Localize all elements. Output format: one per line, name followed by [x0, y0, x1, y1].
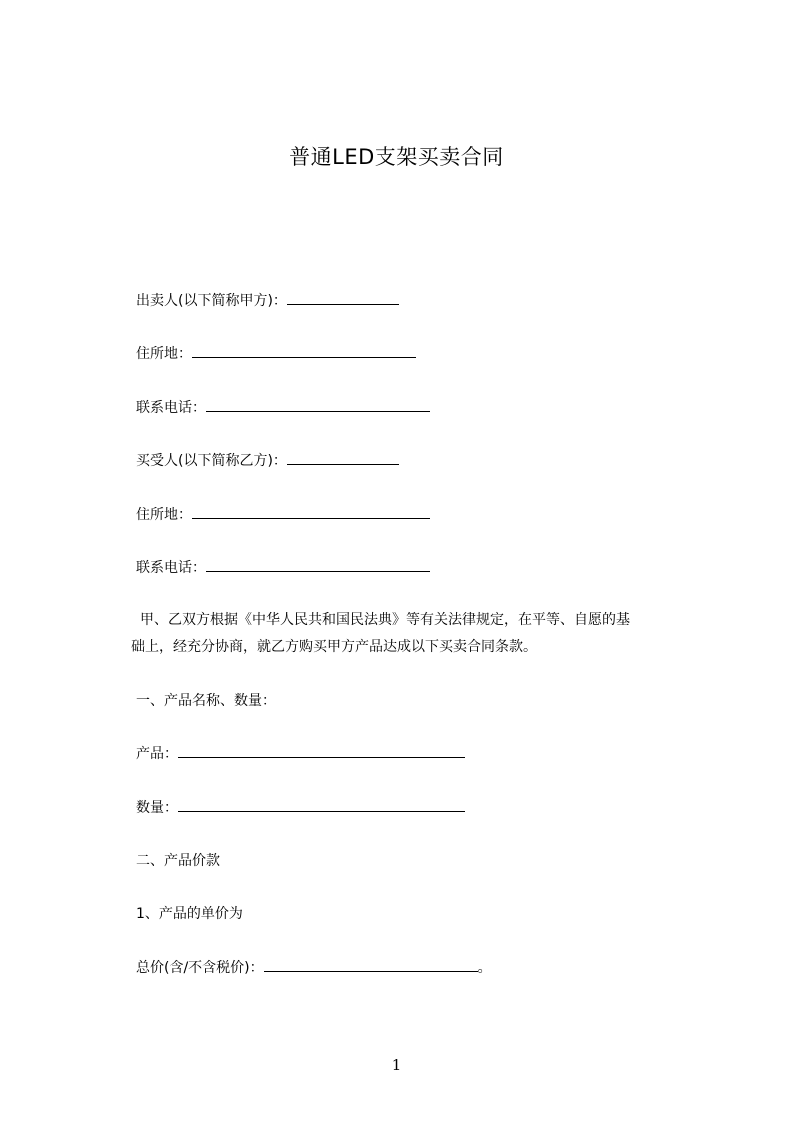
product-blank[interactable] — [178, 744, 465, 758]
seller-name-line — [136, 290, 399, 312]
document-title: 普通LED支架买卖合同 — [289, 145, 504, 169]
buyer-name-label: 买受人(以下简称乙方)： — [136, 453, 287, 469]
buyer-name-line — [136, 450, 399, 472]
seller-name-label: 出卖人(以下简称甲方)： — [136, 293, 287, 309]
buyer-address-label: 住所地： — [136, 507, 192, 523]
section-1-heading: 一、产品名称、数量： — [136, 693, 276, 709]
quantity-blank[interactable] — [178, 798, 465, 812]
quantity-line — [136, 797, 465, 819]
seller-phone-line — [136, 397, 430, 419]
total-price-blank[interactable] — [264, 958, 478, 972]
total-price-suffix: 。 — [477, 960, 492, 976]
seller-name-blank[interactable] — [287, 291, 399, 305]
seller-phone-blank[interactable] — [206, 398, 430, 412]
section-2-heading: 二、产品价款 — [136, 853, 220, 869]
seller-phone-label: 联系电话： — [136, 400, 206, 416]
total-price-line — [136, 957, 492, 979]
product-label: 产品： — [136, 746, 178, 762]
preamble-line-2: 础上，经充分协商，就乙方购买甲方产品达成以下买卖合同条款。 — [131, 639, 537, 655]
seller-address-line — [136, 343, 416, 365]
product-line — [136, 743, 465, 765]
unit-price-line: 1、产品的单价为 — [136, 906, 243, 922]
buyer-address-blank[interactable] — [192, 505, 430, 519]
buyer-phone-label: 联系电话： — [136, 560, 206, 576]
preamble-line-1: 甲、乙双方根据《中华人民共和国民法典》等有关法律规定，在平等、自愿的基 — [140, 612, 630, 628]
buyer-address-line — [136, 504, 430, 526]
page-number: 1 — [391, 1056, 402, 1074]
quantity-label: 数量： — [136, 800, 178, 816]
buyer-name-blank[interactable] — [287, 451, 399, 465]
seller-address-label: 住所地： — [136, 346, 192, 362]
preamble-paragraph — [131, 607, 706, 661]
buyer-phone-line — [136, 557, 430, 579]
total-price-label: 总价(含/不含税价)： — [136, 960, 264, 976]
seller-address-blank[interactable] — [192, 344, 416, 358]
buyer-phone-blank[interactable] — [206, 558, 430, 572]
